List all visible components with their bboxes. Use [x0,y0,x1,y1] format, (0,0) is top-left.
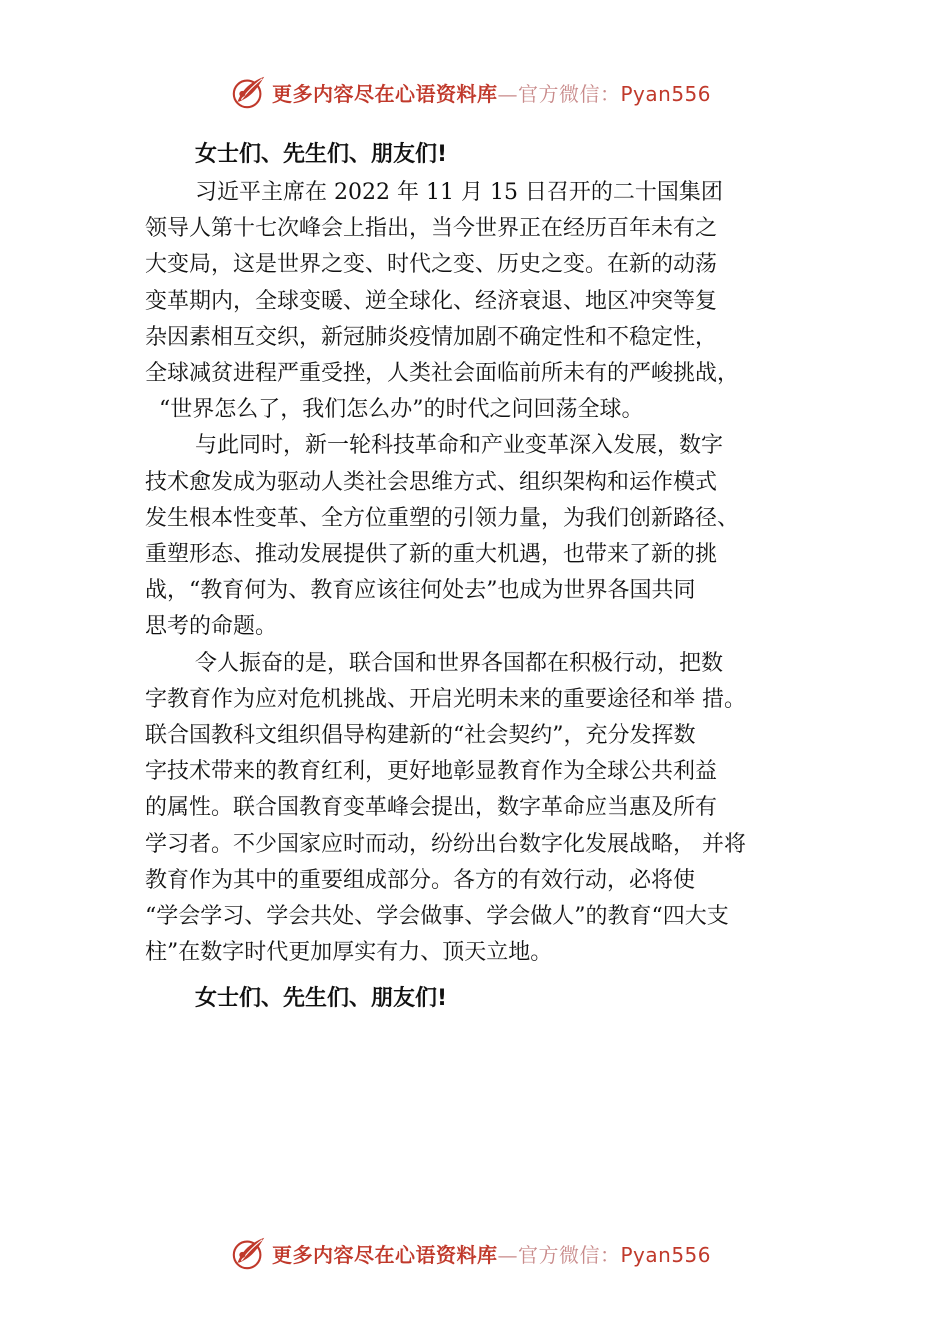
watermark-wechat-label: —官方微信： [497,81,621,106]
watermark-wechat-id: Pyan556 [620,81,712,106]
text-line: 战，“教育何为、教育应该往何处去”也成为世界各国共同 [145,578,696,604]
text-line: 字教育作为应对危机挑战、开启光明未来的重要途径和举 措。 [145,686,746,712]
text-line: 与此同时，新一轮科技革命和产业变革深入发展，数字 [195,433,724,459]
text-line: 全球减贫进程严重受挫，人类社会面临前所未有的严峻挑战， [145,361,740,387]
red-leaf-logo-icon [230,73,268,111]
document-body [145,135,825,1019]
text-line: “世界怎么了，我们怎么办”的时代之问回荡全球。 [159,397,644,423]
text-line: 字技术带来的教育红利，更好地彰显教育作为全球公共利益 [145,759,718,785]
watermark-text [272,78,711,107]
watermark-title: 更多内容尽在心语资料库 [272,1242,498,1267]
text-line: 变革期内，全球变暖、逆全球化、经济衰退、地区冲突等复 [145,288,718,314]
watermark-wechat-id: Pyan556 [620,1242,712,1267]
text-line: 大变局，这是世界之变、时代之变、历史之变。在新的动荡 [145,252,718,278]
text-line: 重塑形态、推动发展提供了新的重大机遇，也带来了新的挑 [145,542,718,568]
red-leaf-logo-icon [230,1234,268,1272]
watermark-text [272,1239,711,1268]
salutation-heading: 女士们、先生们、朋友们! [195,986,448,1012]
watermark-title: 更多内容尽在心语资料库 [272,81,498,106]
paragraph-1 [145,175,825,428]
text-line: 柱”在数字时代更加厚实有力、顶天立地。 [145,940,553,966]
text-line: 联合国教科文组织倡导构建新的“社会契约”，充分发挥数 [145,723,696,749]
salutation-heading: 女士们、先生们、朋友们! [195,142,448,167]
paragraph-2 [145,428,825,645]
text-line: 杂因素相互交织，新冠肺炎疫情加剧不确定性和不稳定性， [145,324,718,350]
text-line: 领导人第十七次峰会上指出，当今世界正在经历百年未有之 [145,216,718,242]
watermark-header [230,72,711,112]
text-line: 发生根本性变革、全方位重塑的引领力量，为我们创新路径、 [145,505,740,531]
text-line: 的属性。联合国教育变革峰会提出，数字革命应当惠及所有 [145,795,718,821]
text-line: 令人振奋的是，联合国和世界各国都在积极行动，把数 [195,650,724,676]
text-line: “学会学习、学会共处、学会做事、学会做人”的教育“四大支 [145,904,729,930]
text-line: 思考的命题。 [145,614,278,640]
text-line: 学习者。不少国家应时而动，纷纷出台数字化发展战略， 并将 [145,831,746,857]
text-line: 教育作为其中的重要组成部分。各方的有效行动，必将使 [145,867,696,893]
watermark-wechat-label: —官方微信： [497,1242,621,1267]
text-line: 习近平主席在 2022 年 11 月 15 日召开的二十国集团 [195,180,723,205]
paragraph-3 [145,646,825,972]
text-line: 技术愈发成为驱动人类社会思维方式、组织架构和运作模式 [145,469,718,495]
watermark-footer [230,1233,711,1273]
